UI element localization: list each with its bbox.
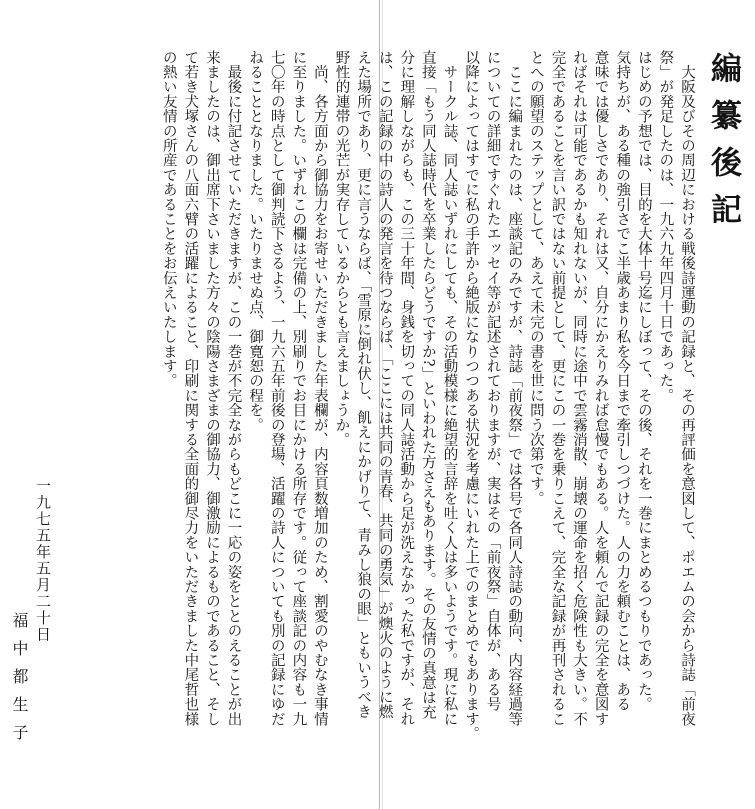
author-signature: 福中都生子 (10, 612, 29, 752)
date-line: 一九七五年五月二十日 (34, 478, 52, 643)
text-line: 意味では優しさであり、それは又、自分にかえりみれば怠慢でもある。人を頼んで記録の完全を意図す (592, 50, 609, 727)
text-line: 野性的連帯の光芒が実存しているからとも言えましょうか。 (333, 50, 350, 447)
text-line: て若き犬塚さんの八面六臂の活躍によること、印刷に関する全面的御尽力をいただきました中尾哲也様 (182, 50, 199, 727)
page-title: 編纂後記 (705, 52, 741, 240)
text-line: とへの願望のステップとして、あえて未完の書を世に問う次第です。 (527, 50, 544, 506)
text-line: 分に理解しながらも、この三十年間、身銭を切っての同人誌活動から足が洗えなかった私ですが、それ (398, 50, 415, 727)
text-line: 以降によってはすでに私の手許から絶版になりつつある状況を考慮にいれた上でのまとめでもあります。 (463, 50, 480, 741)
text-line: 来ましたのは、御出席下さいました方々の陰陽さまざまの御協力、御激励によるものであること、そし (203, 50, 220, 727)
text-line: の熱い友情の所産であることをお伝えいたします。 (160, 50, 177, 389)
afterword-body (157, 50, 697, 741)
text-line: えた場所であり、更に言うならば、「雪原に倒れ伏し、飢えにかげりて、青みし狼の眼」ともいうべき (355, 50, 372, 719)
text-line: についての詳細ですぐれたエッセイ等が記述されておりますが、実はその「前夜祭」自体が、ある号 (484, 50, 501, 712)
text-line: 気持ちが、ある種の強引さでこ半歳あまり私を今日まで牽引しつづけた。人の力を頼むことは、ある (614, 50, 631, 712)
text-line: 最後に付記させていただきますが、この一巻が不完全ながらもどこに一応の姿をととのえることが出 (225, 50, 242, 727)
text-line: 完全であることを言い訳ではない前提として、更にこの一巻を乗りこえて、完全な記録が再刊されるこ (549, 50, 566, 727)
text-line: 尚、各方面から御協力をお寄せいただきました年表欄が、内容頁数増加のため、割愛のやむなき事情 (311, 50, 328, 727)
text-line: 大阪及びその周辺における戦後詩運動の記録と、その再評価を意図して、ポエムの会から詩誌「前夜 (679, 50, 695, 727)
text-line: 七〇年の時点として御判読下さるよう、一九六五年前後の登場、活躍の詩人についても別の記録にゆだ (268, 50, 285, 727)
text-line: ここに編まれたのは、座談記のみですが、詩誌「前夜祭」では各号で各同人詩誌の動向、内容経過等 (506, 50, 523, 727)
text-line: はじめの予想では、目的を大体十号迄にしぼって、その後、それを一巻にまとめるつもりであった。 (635, 50, 652, 712)
text-line: は、この記録の中の詩人の発言を待つならば、「ここには共同の青春、共同の勇気」が燠火のように燃 (376, 50, 393, 719)
text-line: 直接「もう同人誌時代を卒業したらどうですか?」といわれた方さえもあります。その友情の真意は充 (419, 50, 436, 720)
text-line: サークル誌、同人誌いずれにしても、その活動模様に絶望的言辞を吐く人は多いようです。現に私に (441, 50, 458, 727)
text-line: に至りました。いずれこの欄は完備の上、別刷りでお目にかける所存です。従って座談記の内容も一九 (290, 50, 307, 727)
text-line: ればそれは可能であるかも知れないが、同時に途中で雲霧消散、崩壊の運命を招く危険性も大きい。不 (571, 50, 588, 727)
text-line: 祭」が発足したのは、一九六九年四月十日であった。 (657, 50, 674, 403)
text-line: ねることとなりました。いたりませぬ点、御寛恕の程を。 (247, 50, 264, 433)
